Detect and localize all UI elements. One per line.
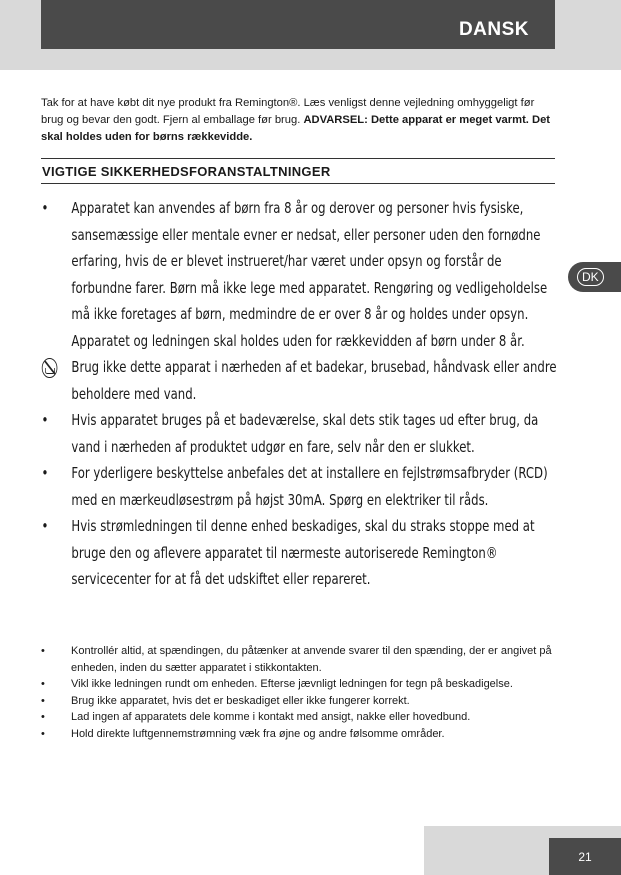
list-item-text: Hvis strømledningen til denne enhed beskadiges, skal du straks stoppe med at bruge den og aflevere apparatet til nærmeste autoriserede Remington® servicecenter for at få det udskiftet eller repareret.: [71, 517, 535, 588]
bullet: •: [41, 199, 49, 217]
general-list: [41, 643, 555, 742]
language-label: DANSK: [458, 19, 529, 40]
list-item-text: Hold direkte luftgennemstrømning væk fra øjne og andre følsomme områder.: [71, 727, 445, 740]
intro-text: Tak for at have købt dit nye produkt fra Remington®. Læs venligst denne vejledning omhyggeligt før brug og bevar den godt. Fjern al emballage før brug.: [41, 97, 535, 126]
bullet: •: [41, 411, 49, 429]
list-item-text: Brug ikke dette apparat i nærheden af et badekar, brusebad, håndvask eller andre beholdere med vand.: [71, 358, 557, 403]
language-code: DK: [577, 268, 604, 286]
no-water-icon: [42, 358, 58, 378]
list-item-text: Vikl ikke ledningen rundt om enheden. Efterse jævnligt ledningen for tegn på beskadigelse.: [71, 678, 513, 690]
bullet: •: [41, 694, 45, 707]
bullet: •: [41, 517, 49, 535]
page-number-box: [549, 838, 621, 875]
intro-paragraph: [41, 95, 555, 146]
list-item: [41, 643, 555, 676]
list-item-text: Kontrollér altid, at spændingen, du påtænker at anvende svarer til den spænding, der er angivet på enheden, inden du sætter apparatet i stikkontakten.: [71, 645, 552, 674]
list-item: [41, 513, 563, 593]
list-item: [41, 693, 555, 710]
list-item: [41, 726, 555, 743]
list-item: [41, 709, 555, 726]
safety-list: [41, 195, 557, 593]
bullet: •: [41, 464, 49, 482]
section-title: VIGTIGE SIKKERHEDSFORANSTALTNINGER: [42, 163, 331, 179]
bullet: •: [41, 711, 45, 723]
list-item: [41, 676, 555, 693]
list-item-text: Apparatet kan anvendes af børn fra 8 år og derover og personer hvis fysiske, sansemæssige eller mentale evner er nedsat, eller personer uden den fornødne erfaring, hvis de er blevet instrueret/har været under opsyn og forstår de forbundne farer. Børn må ikke lege med apparatet. Rengøring og vedligeholdelse må ikke foretages af børn, medmindre de er over 8 år og holdes under opsyn. Apparatet og ledningen skal holdes uden for rækkevidden af børn under 8 år.: [71, 199, 548, 350]
bullet: •: [41, 678, 45, 690]
bullet: •: [41, 727, 45, 740]
list-item: [41, 354, 563, 407]
list-item-text: For yderligere beskyttelse anbefales det at installere en fejlstrømsafbryder (RCD) med en mærkeudløsestrøm på højst 30mA. Spørg en elektriker til råds.: [71, 464, 548, 509]
list-item: [41, 407, 563, 460]
page-number: 21: [578, 849, 592, 864]
intro-warning: ADVARSEL: Dette apparat er meget varmt. Det skal holdes uden for børns rækkevidde.: [41, 114, 551, 143]
language-side-tab: [568, 262, 621, 292]
list-item: [41, 460, 563, 513]
section-heading: [41, 158, 555, 184]
list-item-text: Brug ikke apparatet, hvis det er beskadiget eller ikke fungerer korrekt.: [71, 694, 410, 707]
list-item-text: Lad ingen af apparatets dele komme i kontakt med ansigt, nakke eller hovedbund.: [71, 711, 471, 723]
list-item-text: Hvis apparatet bruges på et badeværelse, skal dets stik tages ud efter brug, da vand i nærheden af produktet udgør en fare, selv når den er slukket.: [71, 411, 539, 456]
bullet: •: [41, 645, 45, 657]
language-tab: [41, 0, 555, 49]
list-item: [41, 195, 563, 354]
